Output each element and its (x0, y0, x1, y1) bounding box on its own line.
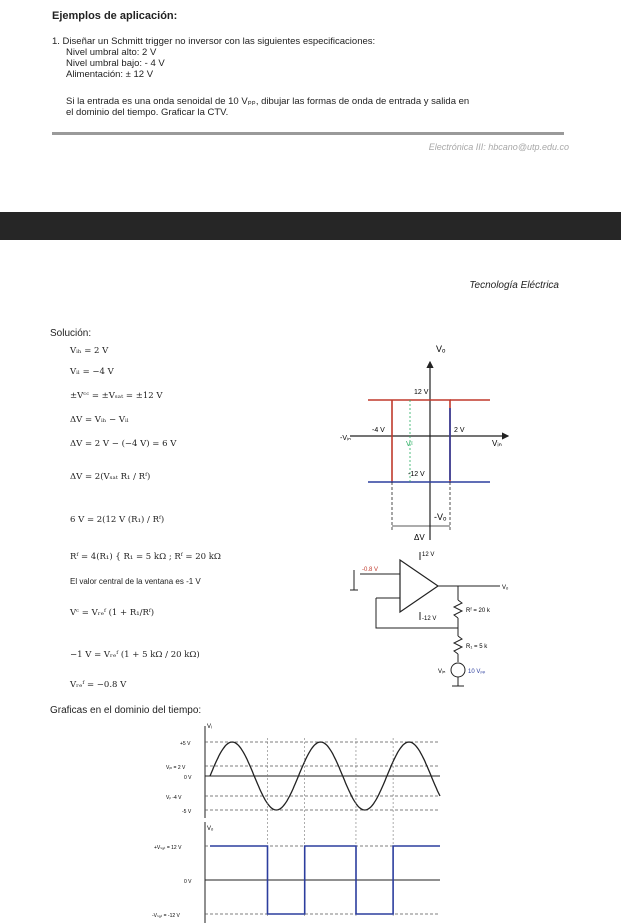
feedback-wire (376, 598, 458, 628)
eq-delta-def: ΔV = Vᵢₕ − Vᵢₗ (70, 415, 129, 425)
spec-supply: Alimentación: ± 12 V (66, 69, 154, 80)
vo-label: Vₒ (502, 585, 509, 591)
vcc-pos-label: 12 V (422, 552, 435, 558)
vi-label: Vᵢ (207, 724, 212, 730)
vcc-neg-label: -12 V (422, 616, 437, 622)
eq-six-volts: 6 V = 2(12 V (R₁) / Rᶠ) (70, 515, 165, 525)
eq-vref: Vᵣₑᶠ = −0.8 V (70, 680, 127, 690)
vsat-neg-label: -Vₛₐₜ = -12 V (152, 913, 180, 919)
graphs-label: Graficas en el dominio del tiempo: (50, 705, 202, 716)
page-footer: Electrónica III: hbcano@utp.edu.co (428, 142, 569, 152)
time-domain-graphs (150, 718, 450, 923)
divider (52, 132, 564, 135)
eq-vih: Vᵢₕ = 2 V (70, 346, 109, 356)
ctv-neg-vo-label: -Vₒ (434, 512, 447, 522)
ctv-plus2-label: 2 V (454, 427, 465, 434)
opamp-symbol (400, 560, 438, 612)
eq-delta-val: ΔV = 2 V − (−4 V) = 6 V (70, 439, 177, 449)
vin-source (451, 663, 465, 677)
ctv-minus12-label: -12 V (408, 471, 425, 478)
r1-resistor (454, 636, 462, 654)
page-separator-band (0, 212, 621, 240)
minus5-label: -5 V (182, 809, 192, 815)
transition-markers (268, 738, 394, 918)
rf-resistor (454, 600, 462, 618)
vo-label: Vₒ (207, 826, 214, 832)
ctv-diagram (340, 340, 520, 550)
zero-label: 0 V (184, 775, 192, 781)
eq-vcc: ±Vᶜᶜ = ±Vₛₐₜ = ±12 V (70, 391, 163, 401)
center-note: El valor central de la ventana es -1 V (70, 577, 201, 586)
r1-label: R₁ = 5 k (466, 644, 488, 650)
ctv-vo-label: Vₒ (436, 344, 446, 354)
page-bottom (0, 240, 621, 923)
ctv-vin-label: Vᵢₙ (492, 439, 502, 448)
task-line-2: el dominio del tiempo. Graficar la CTV. (66, 107, 229, 118)
eq-delta-formula: ΔV = 2(Vₛₐₜ R₁ / Rᶠ) (70, 472, 151, 482)
spec-high: Nivel umbral alto: 2 V (66, 47, 157, 58)
examples-heading: Ejemplos de aplicación: (52, 10, 178, 22)
ctv-plus12-label: 12 V (414, 389, 429, 396)
ctv-delta-label: ΔV (414, 533, 425, 542)
problem-statement (52, 36, 375, 80)
solution-label: Solución: (50, 328, 92, 339)
spec-low: Nivel umbral bajo: - 4 V (66, 58, 165, 69)
vih-label: Vᵢₕ = 2 V (166, 765, 186, 771)
task-line-1: Si la entrada es una onda senoidal de 10 Vₚₚ, dibujar las formas de onda de entrada y salida en (66, 96, 470, 107)
vil-label: Vᵢₗ -4 V (166, 795, 182, 801)
vref-label: -0.8 V (362, 567, 379, 573)
circuit-diagram (340, 550, 520, 700)
vsat-pos-label: +Vₛₐₜ = 12 V (154, 845, 182, 851)
eq-minus1: −1 V = Vᵣₑᶠ (1 + 5 kΩ / 20 kΩ) (70, 650, 200, 660)
task-text (66, 96, 576, 118)
eq-vil: Vᵢₗ = −4 V (70, 367, 114, 377)
vin-label: Vᵢₙ (438, 669, 446, 675)
eq-vc: Vᶜ = Vᵣₑᶠ (1 + R₁/Rᶠ) (70, 608, 155, 618)
rf-label: Rᶠ = 20 k (466, 608, 490, 614)
page-header: Tecnología Eléctrica (469, 280, 559, 291)
problem-line: 1. Diseñar un Schmitt trigger no inversor con las siguientes especificaciones: (52, 36, 376, 47)
ctv-neg-vin-label: -Vᵢₙ (340, 435, 351, 442)
ctv-vc-label: Vᶜ (406, 441, 414, 448)
page-top (0, 0, 621, 212)
ctv-minus4-label: -4 V (372, 427, 385, 434)
vpp-label: 10 Vₚₚ (468, 669, 486, 675)
plus5-label: +5 V (180, 741, 191, 747)
eq-rf: Rᶠ = 4(R₁) { R₁ = 5 kΩ ; Rᶠ = 20 kΩ (70, 552, 221, 562)
zero2-label: 0 V (184, 879, 192, 885)
